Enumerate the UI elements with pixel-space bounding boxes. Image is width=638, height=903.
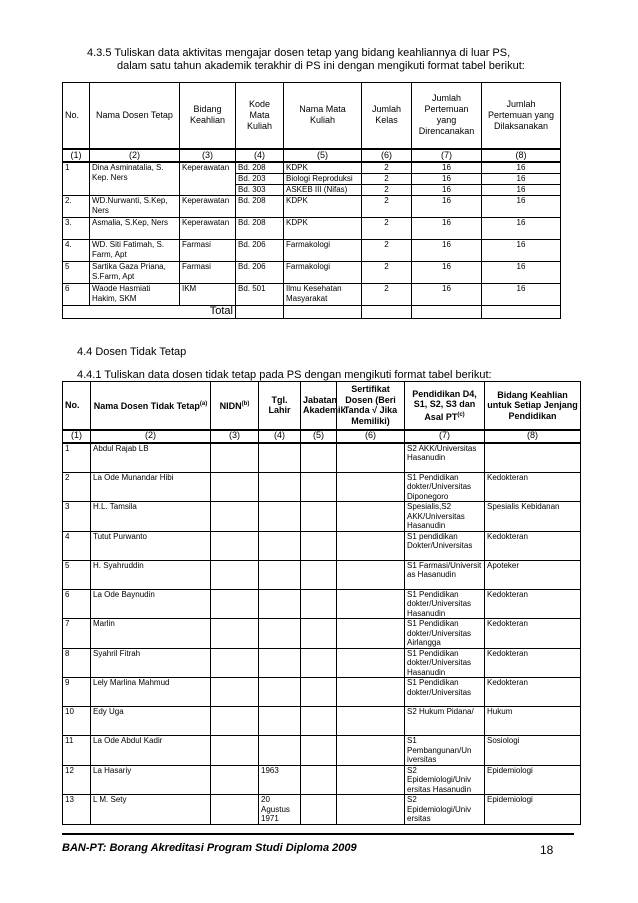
table-row bbox=[63, 765, 581, 795]
cell-nidn bbox=[211, 560, 259, 589]
cell-nama: La Ode Munandar Hibi bbox=[91, 472, 211, 502]
table-row bbox=[63, 648, 581, 678]
total-cell bbox=[482, 305, 561, 318]
header-nama-dosen bbox=[91, 382, 211, 430]
cell-tgl bbox=[259, 736, 301, 766]
table-row bbox=[63, 678, 581, 707]
cell-nidn bbox=[211, 707, 259, 736]
cell-rencana: 16 bbox=[412, 239, 482, 261]
cell-no: 7 bbox=[63, 619, 91, 649]
cell-nama: H. Syahruddin bbox=[91, 560, 211, 589]
cell-pend: S1 Pendidikan dokter/Universitas Hasanudin bbox=[405, 589, 485, 619]
cell-nama: Dina Asminatalia, S. Kep. Ners bbox=[90, 162, 180, 196]
cell-bidang: Kedokteran bbox=[485, 589, 581, 619]
page-number: 18 bbox=[540, 843, 554, 857]
cell-no: 11 bbox=[63, 736, 91, 766]
cell-bidang: Spesialis Kebidanan bbox=[485, 502, 581, 532]
cell-nidn bbox=[211, 678, 259, 707]
cell-sert bbox=[337, 678, 405, 707]
cell-mata-kuliah: KDPK bbox=[284, 195, 362, 217]
cell-nidn bbox=[211, 502, 259, 532]
cell-sert bbox=[337, 795, 405, 825]
cell-nama: Lely Marlina Mahmud bbox=[91, 678, 211, 707]
cell-tgl bbox=[259, 619, 301, 649]
col-number: (3) bbox=[211, 430, 259, 443]
cell-rencana: 16 bbox=[412, 184, 482, 195]
cell-mata-kuliah: KDPK bbox=[284, 217, 362, 239]
cell-nidn bbox=[211, 619, 259, 649]
cell-no: 2 bbox=[63, 472, 91, 502]
col-number: (4) bbox=[236, 149, 284, 162]
cell-pend: S2 Epidemiologi/Univ ersitas bbox=[405, 795, 485, 825]
total-row bbox=[63, 305, 561, 318]
cell-sert bbox=[337, 472, 405, 502]
table-row bbox=[63, 195, 561, 217]
table-row bbox=[63, 283, 561, 305]
footer-text: BAN-PT: Borang Akreditasi Program Studi Diploma 2009 bbox=[62, 842, 357, 854]
cell-nama: WD.Nurwanti, S.Kep, Ners bbox=[90, 195, 180, 217]
total-cell bbox=[284, 305, 362, 318]
cell-nidn bbox=[211, 443, 259, 473]
cell-tgl bbox=[259, 648, 301, 678]
col-number: (2) bbox=[91, 430, 211, 443]
cell-bidang bbox=[485, 443, 581, 473]
cell-nidn bbox=[211, 472, 259, 502]
cell-laksana: 16 bbox=[482, 162, 561, 174]
cell-pend: S2 Hukum Pidana/ bbox=[405, 707, 485, 736]
table-row bbox=[63, 707, 581, 736]
cell-bidang: Keperawatan bbox=[180, 195, 236, 217]
cell-mata-kuliah: ASKEB III (Nifas) bbox=[284, 184, 362, 195]
cell-nama: L M. Sety bbox=[91, 795, 211, 825]
cell-kelas: 2 bbox=[362, 195, 412, 217]
adjunct-lecturer-table bbox=[62, 381, 581, 825]
cell-no: 3. bbox=[63, 217, 90, 239]
cell-nidn bbox=[211, 736, 259, 766]
cell-pend: S1 Farmasi/Universit as Hasanudin bbox=[405, 560, 485, 589]
table-row bbox=[63, 795, 581, 825]
cell-tgl bbox=[259, 502, 301, 532]
cell-laksana: 16 bbox=[482, 283, 561, 305]
table2-header-row bbox=[63, 382, 581, 430]
cell-nama: Asmalia, S.Kep, Ners bbox=[90, 217, 180, 239]
table-row bbox=[63, 443, 581, 473]
cell-sert bbox=[337, 531, 405, 560]
table-row bbox=[63, 736, 581, 766]
cell-no: 9 bbox=[63, 678, 91, 707]
col-number: (5) bbox=[301, 430, 337, 443]
cell-kelas: 2 bbox=[362, 261, 412, 283]
cell-nidn bbox=[211, 765, 259, 795]
cell-kode: Bd. 303 bbox=[236, 184, 284, 195]
cell-tgl bbox=[259, 560, 301, 589]
table-row bbox=[63, 239, 561, 261]
cell-laksana: 16 bbox=[482, 217, 561, 239]
table-row bbox=[63, 472, 581, 502]
cell-bidang: Keperawatan bbox=[180, 162, 236, 196]
cell-tgl bbox=[259, 443, 301, 473]
cell-jab bbox=[301, 502, 337, 532]
cell-pend: Spesialis,S2 AKK/Universitas Hasanudin bbox=[405, 502, 485, 532]
cell-tgl: 20 Agustus 1971 bbox=[259, 795, 301, 825]
header-no: No. bbox=[63, 83, 90, 149]
cell-nama: Abdul Rajab LB bbox=[91, 443, 211, 473]
footnote-marker: (a) bbox=[199, 401, 208, 407]
cell-kelas: 2 bbox=[362, 184, 412, 195]
table-row bbox=[63, 531, 581, 560]
header-jabatan: Jabatan Akademik bbox=[301, 382, 337, 430]
cell-tgl bbox=[259, 678, 301, 707]
footnote-marker: (c) bbox=[457, 411, 465, 418]
cell-kode: Bd. 208 bbox=[236, 217, 284, 239]
col-number: (3) bbox=[180, 149, 236, 162]
cell-tgl bbox=[259, 531, 301, 560]
cell-jab bbox=[301, 707, 337, 736]
cell-nama: Tutut Purwanto bbox=[91, 531, 211, 560]
cell-bidang: Kedokteran bbox=[485, 531, 581, 560]
section-4-3-5-instruction bbox=[87, 47, 607, 73]
cell-jab bbox=[301, 589, 337, 619]
cell-jab bbox=[301, 795, 337, 825]
cell-bidang: Epidemiologi bbox=[485, 765, 581, 795]
table-row bbox=[63, 589, 581, 619]
cell-nama: WD. Siti Fatimah, S. Farm, Apt bbox=[90, 239, 180, 261]
cell-sert bbox=[337, 648, 405, 678]
cell-bidang: Kedokteran bbox=[485, 472, 581, 502]
cell-jab bbox=[301, 560, 337, 589]
cell-tgl: 1963 bbox=[259, 765, 301, 795]
cell-bidang: Apoteker bbox=[485, 560, 581, 589]
cell-rencana: 16 bbox=[412, 195, 482, 217]
cell-pend: S1 Pendidikan dokter/Universitas Airlangga bbox=[405, 619, 485, 649]
cell-pend: S1 Pendidikan dokter/Universitas bbox=[405, 678, 485, 707]
cell-sert bbox=[337, 765, 405, 795]
cell-kode: Bd. 206 bbox=[236, 261, 284, 283]
cell-rencana: 16 bbox=[412, 217, 482, 239]
cell-bidang: IKM bbox=[180, 283, 236, 305]
col-number: (1) bbox=[63, 430, 91, 443]
header-sertifikat: Sertifikat Dosen (Beri Tanda √ Jika Memiliki) bbox=[337, 382, 405, 430]
cell-bidang: Kedokteran bbox=[485, 619, 581, 649]
cell-sert bbox=[337, 589, 405, 619]
col-number: (6) bbox=[362, 149, 412, 162]
total-cell bbox=[236, 305, 284, 318]
cell-jab bbox=[301, 678, 337, 707]
cell-tgl bbox=[259, 472, 301, 502]
cell-kelas: 2 bbox=[362, 162, 412, 174]
cell-rencana: 16 bbox=[412, 173, 482, 184]
cell-mata-kuliah: KDPK bbox=[284, 162, 362, 174]
cell-kode: Bd. 206 bbox=[236, 239, 284, 261]
cell-sert bbox=[337, 736, 405, 766]
cell-mata-kuliah: Farmakologi bbox=[284, 239, 362, 261]
col-number: (7) bbox=[405, 430, 485, 443]
table-row bbox=[63, 560, 581, 589]
cell-pend: S2 Epidemiologi/Univ ersitas Hasanudin bbox=[405, 765, 485, 795]
header-bidang: Bidang Keahlian bbox=[180, 83, 236, 149]
col-number: (7) bbox=[412, 149, 482, 162]
cell-no: 2. bbox=[63, 195, 90, 217]
cell-bidang: Kedokteran bbox=[485, 678, 581, 707]
cell-jab bbox=[301, 619, 337, 649]
cell-nama: La Hasariy bbox=[91, 765, 211, 795]
cell-nama: La Ode Baynudin bbox=[91, 589, 211, 619]
cell-tgl bbox=[259, 707, 301, 736]
cell-kelas: 2 bbox=[362, 239, 412, 261]
cell-no: 1 bbox=[63, 443, 91, 473]
col-number: (4) bbox=[259, 430, 301, 443]
col-number: (1) bbox=[63, 149, 90, 162]
cell-no: 6 bbox=[63, 283, 90, 305]
table-row bbox=[63, 162, 561, 174]
section-4-4-1-instruction: 4.4.1 Tuliskan data dosen tidak tetap pada PS dengan mengikuti format tabel berikut: bbox=[77, 369, 492, 381]
cell-jab bbox=[301, 765, 337, 795]
cell-jab bbox=[301, 648, 337, 678]
col-number: (8) bbox=[485, 430, 581, 443]
cell-nidn bbox=[211, 648, 259, 678]
cell-bidang: Keperawatan bbox=[180, 217, 236, 239]
cell-nidn bbox=[211, 795, 259, 825]
cell-no: 5 bbox=[63, 560, 91, 589]
cell-laksana: 16 bbox=[482, 173, 561, 184]
cell-kelas: 2 bbox=[362, 283, 412, 305]
cell-bidang: Hukum bbox=[485, 707, 581, 736]
table-row bbox=[63, 261, 561, 283]
header-nama: Nama Dosen Tetap bbox=[90, 83, 180, 149]
cell-kelas: 2 bbox=[362, 173, 412, 184]
table-row bbox=[63, 619, 581, 649]
cell-pend: S1 pendidikan Dokter/Universitas bbox=[405, 531, 485, 560]
cell-mata-kuliah: Ilmu Kesehatan Masyarakat bbox=[284, 283, 362, 305]
header-rencana: Jumlah Pertemuan yang Direncanakan bbox=[412, 83, 482, 149]
cell-bidang: Sosiologi bbox=[485, 736, 581, 766]
cell-jab bbox=[301, 736, 337, 766]
cell-no: 12 bbox=[63, 765, 91, 795]
cell-mata-kuliah: Biologi Reproduksi bbox=[284, 173, 362, 184]
table2-number-row bbox=[63, 430, 581, 443]
cell-no: 1 bbox=[63, 162, 90, 196]
cell-bidang: Farmasi bbox=[180, 239, 236, 261]
instruction-line-1: 4.3.5 Tuliskan data aktivitas mengajar dosen tetap yang bidang keahliannya di luar PS, bbox=[87, 47, 511, 59]
cell-no: 6 bbox=[63, 589, 91, 619]
cell-no: 4 bbox=[63, 531, 91, 560]
col-number: (8) bbox=[482, 149, 561, 162]
cell-nama: Waode Hasmiati Hakim, SKM bbox=[90, 283, 180, 305]
cell-nama: Syahril Fitrah bbox=[91, 648, 211, 678]
cell-nama: Sartika Gaza Priana, S.Farm, Apt bbox=[90, 261, 180, 283]
table-row bbox=[63, 502, 581, 532]
cell-nidn bbox=[211, 531, 259, 560]
cell-jab bbox=[301, 472, 337, 502]
cell-nama: Edy Uga bbox=[91, 707, 211, 736]
header-laksana: Jumlah Pertemuan yang Dilaksanakan bbox=[482, 83, 561, 149]
cell-laksana: 16 bbox=[482, 261, 561, 283]
cell-laksana: 16 bbox=[482, 184, 561, 195]
col-number: (6) bbox=[337, 430, 405, 443]
cell-kode: Bd. 203 bbox=[236, 173, 284, 184]
cell-laksana: 16 bbox=[482, 195, 561, 217]
cell-tgl bbox=[259, 589, 301, 619]
cell-mata-kuliah: Farmakologi bbox=[284, 261, 362, 283]
cell-sert bbox=[337, 707, 405, 736]
total-cell bbox=[412, 305, 482, 318]
table1-header-row bbox=[63, 83, 561, 149]
footnote-marker: (b) bbox=[241, 401, 250, 407]
cell-jab bbox=[301, 531, 337, 560]
teaching-activity-table bbox=[62, 82, 561, 319]
cell-rencana: 16 bbox=[412, 261, 482, 283]
cell-rencana: 16 bbox=[412, 162, 482, 174]
header-kode: Kode Mata Kuliah bbox=[236, 83, 284, 149]
col-number: (2) bbox=[90, 149, 180, 162]
cell-nama: H.L. Tamsila bbox=[91, 502, 211, 532]
total-label: Total bbox=[63, 305, 236, 318]
cell-bidang: Farmasi bbox=[180, 261, 236, 283]
cell-bidang: Kedokteran bbox=[485, 648, 581, 678]
header-nidn-text: NIDN bbox=[219, 401, 242, 411]
cell-bidang: Epidemiologi bbox=[485, 795, 581, 825]
cell-no: 5 bbox=[63, 261, 90, 283]
cell-pend: S1 Pendidikan dokter/Universitas Diponegoro bbox=[405, 472, 485, 502]
header-jumlah-kelas: Jumlah Kelas bbox=[362, 83, 412, 149]
cell-rencana: 16 bbox=[412, 283, 482, 305]
table1-number-row bbox=[63, 149, 561, 162]
header-bidang-keahlian: Bidang Keahlian untuk Setiap Jenjang Pendidikan bbox=[485, 382, 581, 430]
cell-sert bbox=[337, 560, 405, 589]
header-mata-kuliah: Nama Mata Kuliah bbox=[284, 83, 362, 149]
cell-no: 3 bbox=[63, 502, 91, 532]
cell-jab bbox=[301, 443, 337, 473]
header-no: No. bbox=[63, 382, 91, 430]
footer-divider bbox=[62, 833, 574, 835]
header-tgl-lahir: Tgl. Lahir bbox=[259, 382, 301, 430]
cell-kode: Bd. 208 bbox=[236, 162, 284, 174]
instruction-line-2: dalam satu tahun akademik terakhir di PS ini dengan mengikuti format tabel berikut: bbox=[117, 60, 525, 72]
cell-sert bbox=[337, 443, 405, 473]
cell-no: 13 bbox=[63, 795, 91, 825]
table-row bbox=[63, 217, 561, 239]
col-number: (5) bbox=[284, 149, 362, 162]
header-nama-text: Nama Dosen Tidak Tetap bbox=[93, 401, 200, 411]
cell-no: 8 bbox=[63, 648, 91, 678]
section-4-4-title: 4.4 Dosen Tidak Tetap bbox=[77, 346, 187, 358]
total-cell bbox=[362, 305, 412, 318]
cell-sert bbox=[337, 502, 405, 532]
cell-nidn bbox=[211, 589, 259, 619]
cell-kelas: 2 bbox=[362, 217, 412, 239]
cell-laksana: 16 bbox=[482, 239, 561, 261]
cell-pend: S1 Pendidikan dokter/Universitas Hasanudin bbox=[405, 648, 485, 678]
cell-nama: Marlin bbox=[91, 619, 211, 649]
cell-pend: S2 AKK/Universitas Hasanudin bbox=[405, 443, 485, 473]
header-nidn bbox=[211, 382, 259, 430]
cell-kode: Bd. 208 bbox=[236, 195, 284, 217]
cell-kode: Bd. 501 bbox=[236, 283, 284, 305]
cell-no: 10 bbox=[63, 707, 91, 736]
cell-no: 4. bbox=[63, 239, 90, 261]
header-pendidikan-text: Pendidikan D4, S1, S2, S3 dan Asal PT bbox=[412, 388, 477, 422]
cell-nama: La Ode Abdul Kadir bbox=[91, 736, 211, 766]
cell-sert bbox=[337, 619, 405, 649]
header-pendidikan bbox=[405, 382, 485, 430]
cell-pend: S1 Pembangunan/Un iversitas bbox=[405, 736, 485, 766]
